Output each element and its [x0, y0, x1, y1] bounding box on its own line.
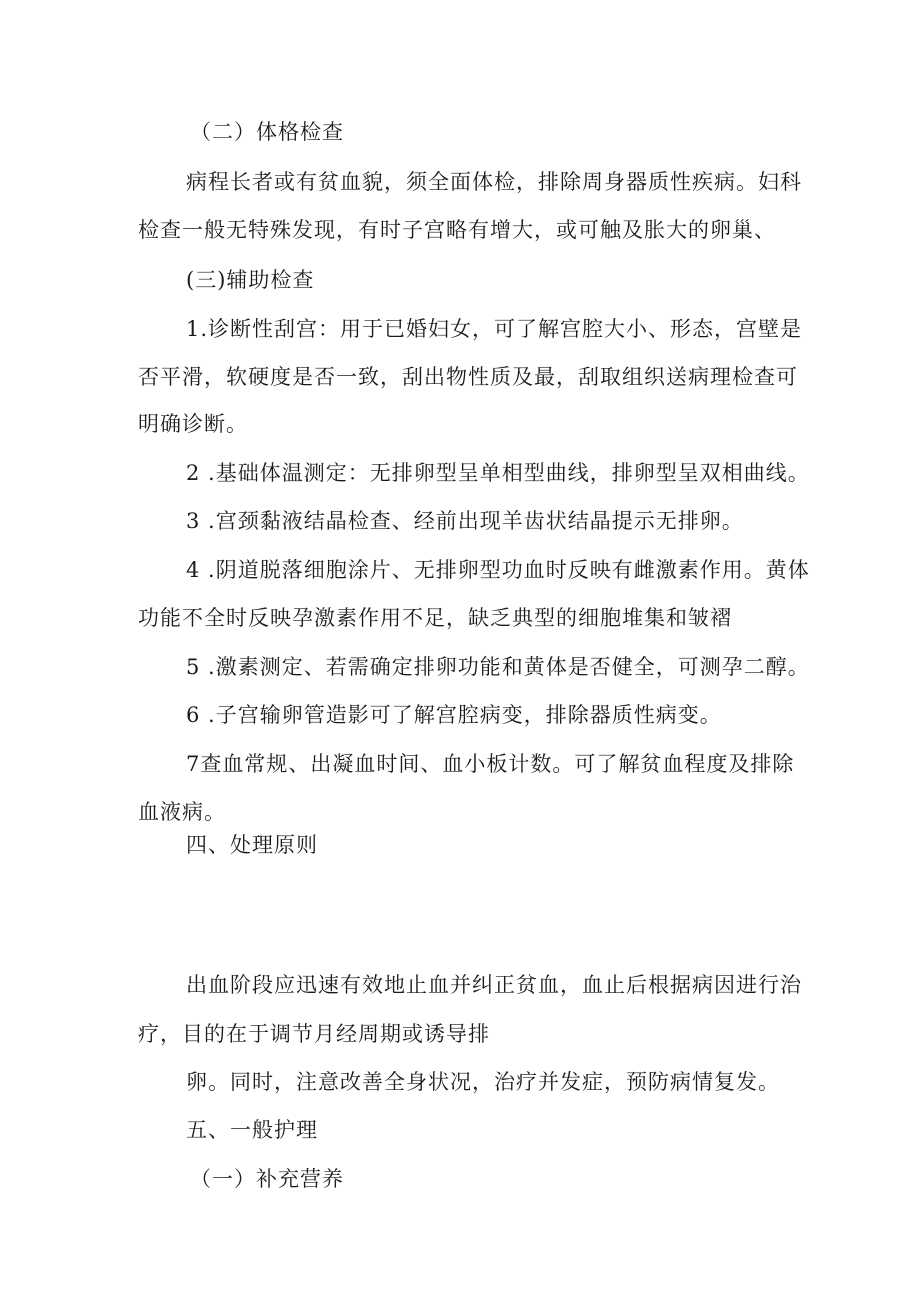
subsection-heading-nutrition: （一）补充营养: [190, 1167, 344, 1191]
paragraph-line: 检查一般无特殊发现，有时子宫略有增大，或可触及胀大的卵巢、: [138, 218, 776, 242]
section-heading-physical-exam: （二）体格检查: [190, 120, 344, 144]
paragraph-line: 出血阶段应迅速有效地止血并纠正贫血，血止后根据病因进行治: [186, 973, 802, 997]
list-item-4: 4 .阴道脱落细胞涂片、无排卵型功血时反映有雌激素作用。黄体: [186, 558, 810, 582]
paragraph-line: 否平滑，软硬度是否一致，刮出物性质及最，刮取组织送病理检查可: [138, 365, 798, 389]
list-item-7: 7查血常规、出凝血时间、血小板计数。可了解贫血程度及排除: [186, 752, 795, 776]
paragraph-line: 病程长者或有贫血貌，须全面体检，排除周身器质性疾病。妇科: [186, 170, 802, 194]
list-item-1: 1.诊断性刮宫：用于已婚妇女，可了解宫腔大小、形态，宫壁是: [186, 317, 803, 341]
list-item-5: 5 .激素测定、若需确定排卵功能和黄体是否健全，可测孕二醇。: [186, 655, 810, 679]
paragraph-line: 血液病。: [138, 800, 226, 824]
list-item-2: 2 .基础体温测定：无排卵型呈单相型曲线，排卵型呈双相曲线。: [186, 461, 810, 485]
paragraph-line: 疗，目的在于调节月经周期或诱导排: [138, 1022, 490, 1046]
section-heading-general-care: 五、一般护理: [186, 1118, 318, 1142]
list-item-3: 3 .宫颈黏液结晶检查、经前出现羊齿状结晶提示无排卵。: [186, 509, 744, 533]
section-heading-treatment-principles: 四、处理原则: [186, 833, 318, 857]
paragraph-line: 功能不全时反映孕激素作用不足，缺乏典型的细胞堆集和皱褶: [138, 606, 732, 630]
list-item-6: 6 .子宫输卵管造影可了解宫腔病变，排除器质性病变。: [186, 703, 722, 727]
paragraph-line: 明确诊断。: [138, 412, 248, 436]
paragraph-line: 卵。同时，注意改善全身状况，治疗并发症，预防病情复发。: [186, 1070, 780, 1094]
section-heading-auxiliary-exam: (三)辅助检查: [186, 268, 315, 292]
